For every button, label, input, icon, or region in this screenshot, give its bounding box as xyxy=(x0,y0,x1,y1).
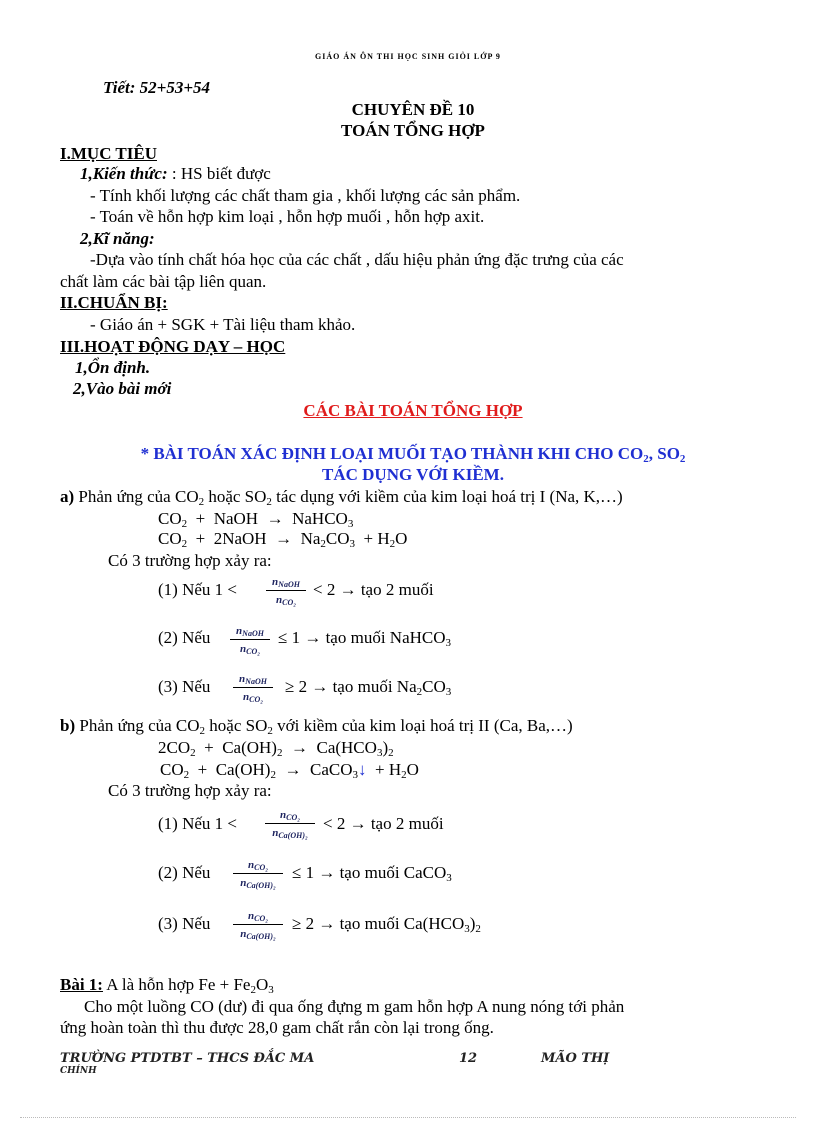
subtitle-line-1: * BÀI TOÁN XÁC ĐỊNH LOẠI MUỐI TẠO THÀNH KHI CHO $CO_2$, $SO_2$ xyxy=(140,444,686,465)
ratio-naoh-co2-2: $n_{NaOH}$ $n_{CO_2}$ xyxy=(230,625,270,655)
knowledge-label: 1,Kiến thức: xyxy=(80,164,168,183)
section-activities: III.HOẠT ĐỘNG DẠY – HỌC xyxy=(60,337,286,356)
part-b-intro: b) Phản ứng của $CO_2$ hoặc $SO_2$ với kiềm của kim loại hoá trị II (Ca, Ba,…) xyxy=(60,716,573,737)
part-a-case-3-text: ≥ 2 → tạo muối Na xyxy=(285,677,417,696)
part-a-case-1-label: (1) Nếu 1 < xyxy=(158,580,237,599)
skill-line-2: chất làm các bài tập liên quan. xyxy=(60,272,267,291)
part-b-case-1: (1) Nếu 1 < xyxy=(158,814,237,833)
part-b-text-2: hoặc SO xyxy=(205,716,268,735)
part-b-case-3: (3) Nếu xyxy=(158,914,211,933)
ratio-naoh-co2-1: $n_{NaOH}$ $n_{CO_2}$ xyxy=(266,576,306,606)
section-objectives: I.MỤC TIÊU xyxy=(60,144,157,163)
footer-page-number: 12 xyxy=(459,1051,478,1066)
part-b-case-2-result: ≤ 1 → tạo muối CaCO$_3$ xyxy=(292,863,452,884)
knowledge-item-1: - Tính khối lượng các chất tham gia , khối lượng các sản phẩm. xyxy=(90,186,521,205)
exercise-1-label: Bài 1: xyxy=(60,975,103,994)
part-a-case-2-result: ≤ 1 → tạo muối NaHCO$_3$ xyxy=(278,628,452,649)
skill-line-1: -Dựa vào tính chất hóa học của các chất , dấu hiệu phản ứng đặc trưng của các xyxy=(90,250,624,269)
part-a-case-2: (2) Nếu xyxy=(158,628,211,647)
footer-author-2: CHÍNH xyxy=(60,1066,97,1076)
part-a-intro: a) Phản ứng của $CO_2$ hoặc $SO_2$ tác dụng với kiềm của kim loại hoá trị I (Na, K,…) xyxy=(60,487,623,508)
subtitle-line-2: TÁC DỤNG VỚI KIỀM. xyxy=(322,465,504,484)
exercise-1-title: Bài 1: A là hỗn hợp $Fe + Fe_2O_3$ xyxy=(60,975,274,996)
knowledge-line xyxy=(80,164,271,184)
part-a-text-3: tác dụng với kiềm của kim loại hoá trị I (Na, K,…) xyxy=(271,487,623,506)
part-b-case-2: (2) Nếu xyxy=(158,863,211,882)
part-a-cases-intro: Có 3 trường hợp xảy ra: xyxy=(108,551,272,570)
part-b-case-3-result: ≥ 2 → tạo muối $Ca(HCO_3)_2$ xyxy=(292,914,481,935)
knowledge-item-2: - Toán về hỗn hợp kim loại , hỗn hợp muối , hỗn hợp axit. xyxy=(90,207,485,226)
part-b-cases-intro: Có 3 trường hợp xảy ra: xyxy=(108,781,272,800)
ratio-co2-caoh2-1: $n_{CO_2}$ $n_{Ca(OH)_2}$ xyxy=(265,809,315,839)
page-bottom-divider xyxy=(20,1117,796,1118)
equation-b2: $CO_2 + Ca(OH)_2$ → CaCO$_3$↓ + $H_2O$ xyxy=(160,760,419,781)
page-header: GIÁO ÁN ÔN THI HỌC SINH GIỎI LỚP 9 xyxy=(315,52,501,61)
part-a-case-3-result: ≥ 2 → tạo muối $Na_2CO_3$ xyxy=(285,677,452,698)
topic-title: TOÁN TỔNG HỢP xyxy=(341,121,485,140)
part-b-label: b) xyxy=(60,716,76,735)
footer-school: TRƯỜNG PTDTBT – THCS ĐẮC MA xyxy=(60,1051,315,1066)
part-a-case-2-text: ≤ 1 → tạo muối NaHCO xyxy=(278,628,446,647)
part-b-text-3: với kiềm của kim loại hoá trị II (Ca, Ba,…) xyxy=(272,716,573,735)
exercise-1-line-1: Cho một luồng CO (dư) đi qua ống đựng m gam hỗn hợp A nung nóng tới phản xyxy=(84,997,625,1016)
part-a-text-2: hoặc SO xyxy=(204,487,267,506)
equation-a2: $CO_2$ + 2NaOH → $Na_2CO_3 + H_2O$ xyxy=(158,529,408,550)
part-b-case-1-result: < 2 → tạo 2 muối xyxy=(323,814,444,833)
part-b-case-2-text: ≤ 1 → tạo muối CaCO xyxy=(292,863,447,882)
part-a-text-1: Phản ứng của CO xyxy=(74,487,199,506)
subtitle-part-2: , SO xyxy=(648,444,680,463)
exercise-1-line-2: ứng hoàn toàn thì thu được 28,0 gam chất rắn còn lại trong ống. xyxy=(60,1018,494,1037)
topic-number: CHUYÊN ĐỀ 10 xyxy=(351,100,475,119)
part-b-case-3-text: ≥ 2 → tạo muối Ca(HCO xyxy=(292,914,465,933)
subtitle-part-1: * BÀI TOÁN XÁC ĐỊNH LOẠI MUỐI TẠO THÀNH KHI CHO CO xyxy=(140,444,644,463)
part-b-text-1: Phản ứng của CO xyxy=(75,716,200,735)
equation-a1: $CO_2$ + NaOH → NaHCO$_3$ xyxy=(158,509,354,530)
knowledge-text: : HS biết được xyxy=(167,164,271,183)
part-a-case-1-result: < 2 → tạo 2 muối xyxy=(313,580,434,599)
part-a-case-1 xyxy=(158,580,237,600)
activity-stabilize: 1,Ổn định. xyxy=(75,358,151,377)
ratio-co2-caoh2-2: $n_{CO_2}$ $n_{Ca(OH)_2}$ xyxy=(233,859,283,889)
part-a-case-3: (3) Nếu xyxy=(158,677,211,696)
main-title: CÁC BÀI TOÁN TỔNG HỢP xyxy=(303,401,523,420)
lesson-number: Tiết: 52+53+54 xyxy=(103,78,211,97)
ratio-co2-caoh2-3: $n_{CO_2}$ $n_{Ca(OH)_2}$ xyxy=(233,910,283,940)
part-a-label: a) xyxy=(60,487,75,506)
footer-author: MÃO THỊ xyxy=(541,1051,610,1066)
skill-label: 2,Kĩ năng: xyxy=(80,229,155,248)
ratio-naoh-co2-3: $n_{NaOH}$ $n_{CO_2}$ xyxy=(233,673,273,703)
activity-new-lesson: 2,Vào bài mới xyxy=(73,379,172,398)
section-preparation: II.CHUẨN BỊ: xyxy=(60,293,168,312)
exercise-1-text: A là hỗn hợp Fe + Fe xyxy=(102,975,251,994)
equation-b1: $2CO_2 + Ca(OH)_2 \to Ca(HCO_3)_2$ xyxy=(158,738,394,759)
preparation-text: - Giáo án + SGK + Tài liệu tham khảo. xyxy=(90,315,356,334)
